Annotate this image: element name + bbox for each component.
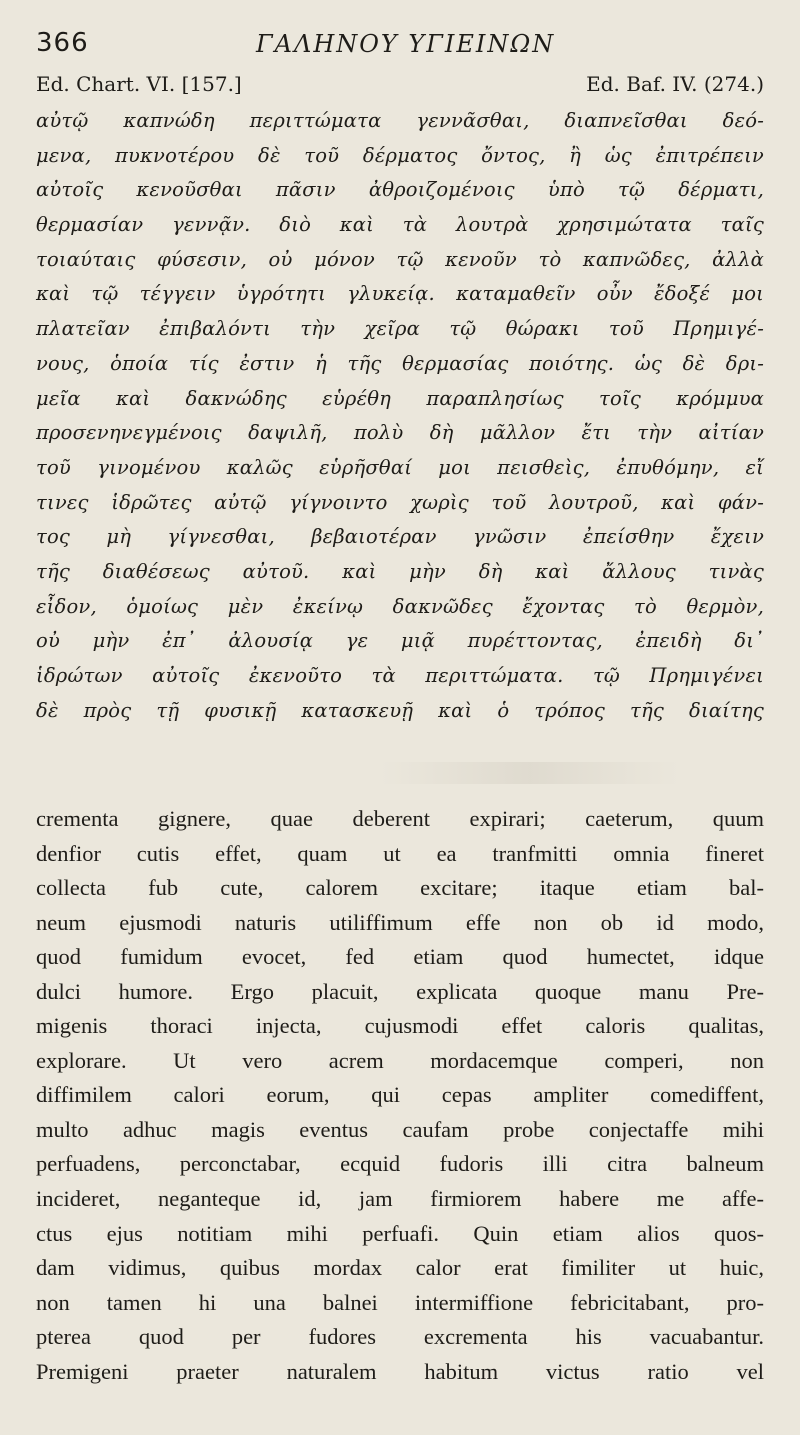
greek-line: θερμασίαν γεννᾷν. διὸ καὶ τὰ λουτρὰ χρησιμώτατα ταῖς [36,213,764,237]
latin-line: migenis thoraci injecta, cujusmodi effet caloris qualitas, [36,1013,764,1039]
greek-line: νους, ὁποία τίς ἐστιν ἡ τῆς θερμασίας ποιότης. ὡς δὲ δρι- [36,351,764,375]
latin-line: dulci humore. Ergo placuit, explicata quoque manu Pre- [36,978,764,1004]
greek-line: προσενηνεγμένοις δαψιλῆ, πολὺ δὴ μᾶλλον ἔτι τὴν αἰτίαν [36,421,764,445]
latin-text-block [36,802,764,1389]
latin-line: pterea quod per fudores excrementa his vacuabantur. [36,1324,764,1350]
greek-text-block [36,104,764,728]
latin-line: dam vidimus, quibus mordax calor erat fimiliter ut huic, [36,1255,764,1281]
latin-line: non tamen hi una balnei intermiffione febricitabant, pro- [36,1289,764,1315]
greek-line: αὐτοῖς κενοῦσθαι πᾶσιν ἀθροιζομένοις ὑπὸ τῷ δέρματι, [36,178,764,202]
latin-line: diffimilem calori eorum, qui cepas ampliter comediffent, [36,1082,764,1108]
running-title: ΓΑΛΗΝΟΥ ΥΓΙΕΙΝΩΝ [256,30,556,58]
greek-line: εἶδον, ὁμοίως μὲν ἐκείνῳ δακνῶδες ἔχοντας τὸ θερμὸν, [36,594,764,618]
edition-chartier-reference: Ed. Chart. VI. [157.] [36,72,242,96]
latin-line: Premigeni praeter naturalem habitum victus ratio vel [36,1358,764,1384]
show-through-shadow [380,762,680,784]
greek-line: τῆς διαθέσεως αὐτοῦ. καὶ μὴν δὴ καὶ ἄλλους τινὰς [36,559,764,583]
latin-line: neum ejusmodi naturis utiliffimum effe non ob id modo, [36,909,764,935]
greek-line: αὐτῷ καπνώδη περιττώματα γεννᾶσθαι, διαπνεῖσθαι δεό- [36,109,764,132]
greek-line: ἱδρώτων αὐτοῖς ἐκενοῦτο τὰ περιττώματα. τῷ Πρημιγένει [36,664,764,687]
latin-line: denfior cutis effet, quam ut ea tranfmitti omnia fineret [36,840,764,866]
greek-line: καὶ τῷ τέγγειν ὑγρότητι γλυκείᾳ. καταμαθεῖν οὖν ἔδοξέ μοι [36,282,764,306]
greek-line: τινες ἱδρῶτες αὐτῷ γίγνοιντο χωρὶς τοῦ λουτροῦ, καὶ φάν- [36,490,764,514]
edition-basel-reference: Ed. Baf. IV. (274.) [586,72,764,96]
greek-line: μεῖα καὶ δακνώδης εὑρέθη παραπλησίως τοῖς κρόμμυα [36,386,764,410]
greek-line: τοῦ γινομένου καλῶς εὑρῆσθαί μοι πεισθεὶς, ἐπυθόμην, εἴ [36,455,764,479]
latin-line: multo adhuc magis eventus caufam probe conjectaffe mihi [36,1116,764,1142]
greek-line: μενα, πυκνοτέρου δὲ τοῦ δέρματος ὄντος, ἢ ὡς ἐπιτρέπειν [36,143,764,167]
latin-line: explorare. Ut vero acrem mordacemque comperi, non [36,1047,764,1073]
greek-line: οὐ μὴν ἐπ᾽ ἀλουσίᾳ γε μιᾷ πυρέττοντας, ἐπειδὴ δι᾽ [36,629,764,653]
latin-line: ctus ejus notitiam mihi perfuafi. Quin etiam alios quos- [36,1220,764,1246]
latin-line: incideret, neganteque id, jam firmiorem habere me affe- [36,1186,764,1212]
greek-line: τοιαύταις φύσεσιν, οὐ μόνον τῷ κενοῦν τὸ καπνῶδες, ἀλλὰ [36,247,764,271]
page-header [36,28,764,68]
latin-line: collecta fub cute, calorem excitare; itaque etiam bal- [36,875,764,901]
latin-line: quod fumidum evocet, fed etiam quod humectet, idque [36,944,764,970]
latin-line: crementa gignere, quae deberent expirari; caeterum, quum [36,806,764,831]
greek-line: δὲ πρὸς τῇ φυσικῇ κατασκευῇ καὶ ὁ τρόπος τῆς διαίτης [36,698,764,722]
greek-line: πλατεῖαν ἐπιβαλόντι τὴν χεῖρα τῷ θώρακι τοῦ Πρημιγέ- [36,317,764,341]
latin-line: perfuadens, perconctabar, ecquid fudoris illi citra balneum [36,1151,764,1177]
greek-line: τος μὴ γίγνεσθαι, βεβαιοτέραν γνῶσιν ἐπείσθην ἔχειν [36,525,764,549]
page-number: 366 [36,28,89,58]
edition-reference-line [36,72,764,102]
